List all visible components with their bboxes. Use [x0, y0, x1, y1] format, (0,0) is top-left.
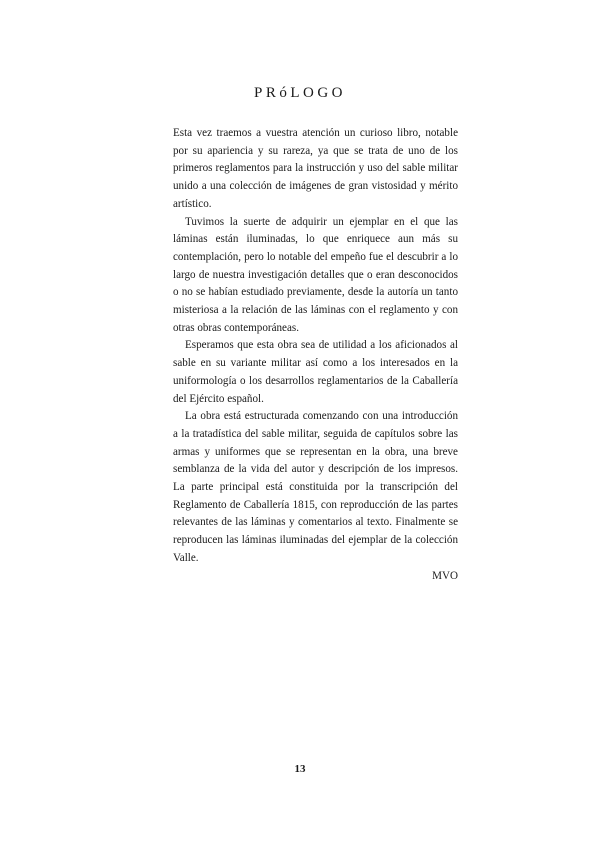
author-initials: MVO [432, 569, 458, 582]
paragraph-1: Esta vez traemos a vuestra atención un curioso libro, notable por su apariencia y su rareza, ya que se trata de uno de los primeros reglamentos para la instrucción y uso del sable militar unido a una colección de imágenes de gran vistosidad y mérito artístico. [173, 127, 458, 210]
paragraph-4: La obra está estructurada comenzando con una introducción a la tratadística del sable militar, seguida de capítulos sobre las armas y uniformes que se representan en la obra, una breve semblanza de la vida del autor y descripción de los impresos. La parte principal está constituida por la transcripción del Reglamento de Caballería 1815, con reproducción de las partes relevantes de las láminas y comentarios al texto. Finalmente se reproducen las láminas iluminadas del ejemplar de la colección Valle. [173, 410, 458, 564]
paragraph-3: Esperamos que esta obra sea de utilidad a los aficionados al sable en su variante militar así como a los interesados en la uniformología o los desarrollos reglamentarios de la Caballería del Ejército español. [173, 339, 458, 405]
page-number: 13 [294, 763, 306, 775]
prologue-body [173, 125, 458, 585]
paragraph-2: Tuvimos la suerte de adquirir un ejemplar en el que las láminas están iluminadas, lo que enriquece aun más su contemplación, pero lo notable del empeño fue el descubrir a lo largo de nuestra investigación detalles que o eran desconocidos o no se habían estudiado previamente, desde la autoría un tanto misteriosa a la relación de las láminas con el reglamento y con otras obras contemporáneas. [173, 215, 458, 334]
page-title: PRóLOGO [253, 85, 346, 101]
